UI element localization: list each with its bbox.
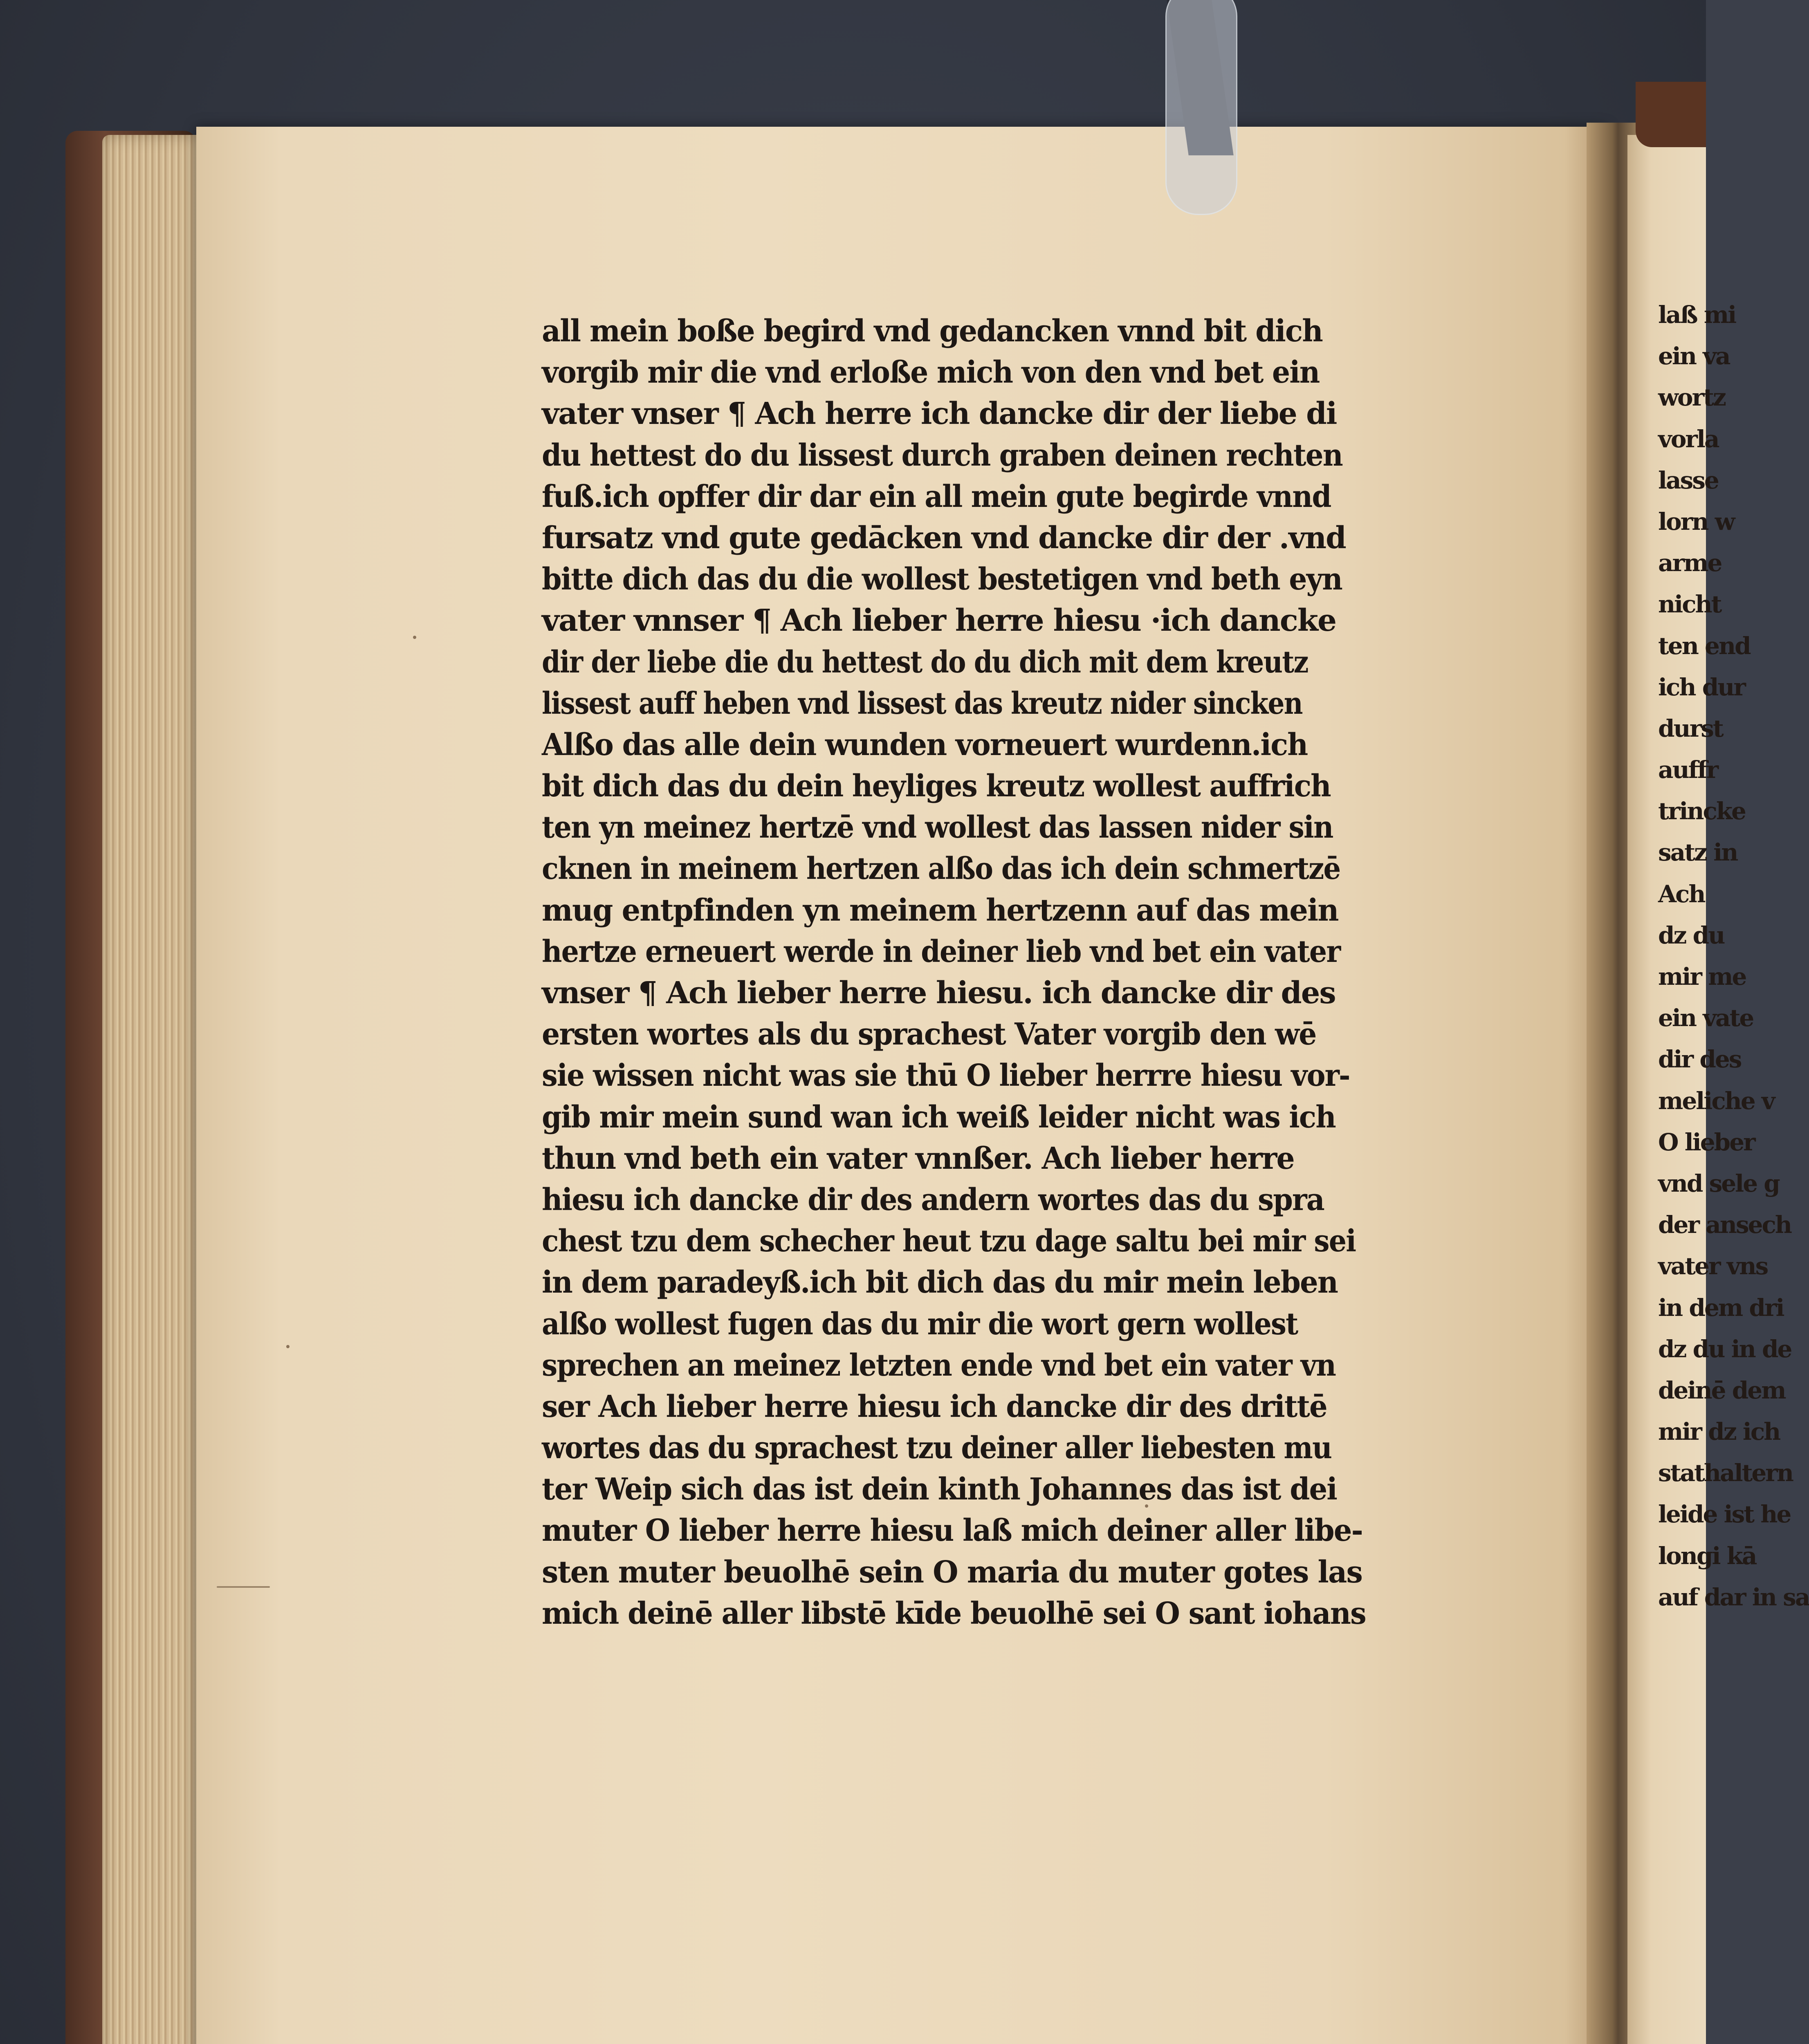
facing-text-line: ten end (1658, 632, 1750, 660)
text-line: ersten wortes als du sprachest Vater vorgib den wē (542, 1017, 1316, 1052)
facing-text-line: ich dur (1658, 673, 1745, 701)
facing-text-line: lasse (1658, 466, 1718, 494)
facing-text-line: leide ist he (1658, 1500, 1791, 1529)
page-edges (102, 135, 200, 2044)
paper-mark (217, 1586, 270, 1588)
text-line: wortes das du sprachest tzu deiner aller liebesten mu (542, 1430, 1332, 1466)
text-line: gib mir mein sund wan ich weiß leider nicht was ich (542, 1099, 1335, 1135)
text-line: muter O lieber herre hiesu laß mich deiner aller libe- (542, 1513, 1362, 1549)
text-line: all mein boße begird vnd gedancken vnnd bit dich (542, 314, 1323, 349)
page-clip-top (1165, 0, 1237, 215)
text-line: lissest auff heben vnd lissest das kreutz nider sincken (542, 686, 1302, 721)
text-line: bitte dich das du die wollest bestetigen vnd beth eyn (542, 562, 1342, 597)
facing-text-line: vnd sele g (1658, 1169, 1779, 1197)
paper-speck (413, 636, 416, 639)
facing-text-line: Ach (1658, 880, 1705, 908)
text-line: fursatz vnd gute gedācken vnd dancke dir der .vnd (542, 520, 1346, 556)
text-line: ter Weip sich das ist dein kinth Johannes das ist dei (542, 1472, 1337, 1507)
text-line: fuß.ich opffer dir dar ein all mein gute begirde vnnd (542, 479, 1331, 514)
text-line: sie wissen nicht was sie thū O lieber herrre hiesu vor- (542, 1058, 1350, 1094)
facing-text-line: lorn w (1658, 507, 1734, 536)
text-line: vater vnnser ¶ Ach lieber herre hiesu ·ich dancke (542, 603, 1336, 639)
facing-text-line: auf dar in sa (1658, 1583, 1809, 1611)
facing-text-line: longi kā (1658, 1542, 1756, 1570)
paper-speck (286, 1345, 290, 1348)
text-line: thun vnd beth ein vater vnnßer. Ach lieber herre (542, 1141, 1294, 1176)
facing-text-line: satz in (1658, 838, 1737, 867)
facing-page-text (1658, 294, 1809, 1618)
facing-text-line: meliche v (1658, 1087, 1774, 1115)
facing-text-line: stathaltern (1658, 1459, 1793, 1487)
facing-text-line: wortz (1658, 383, 1725, 412)
facing-text-line: vorla (1658, 425, 1719, 453)
text-line: sprechen an meinez letzten ende vnd bet ein vater vn (542, 1347, 1336, 1383)
facing-text-line: vater vns (1658, 1252, 1768, 1280)
facing-text-line: auffr (1658, 756, 1718, 784)
text-line: mich deinē aller libstē kīde beuolhē sei O sant iohans (542, 1596, 1366, 1631)
text-line: alßo wollest fugen das du mir die wort gern wollest (542, 1306, 1298, 1342)
facing-text-line: dz du (1658, 921, 1724, 949)
facing-text-line: in dem dri (1658, 1293, 1784, 1322)
text-line: dir der liebe die du hettest do du dich mit dem kreutz (542, 644, 1308, 680)
text-line: cknen in meinem hertzen alßo das ich dein schmertzē (542, 851, 1340, 887)
facing-text-line: deinē dem (1658, 1376, 1785, 1404)
facing-text-line: durst (1658, 714, 1723, 742)
text-line: ser Ach lieber herre hiesu ich dancke dir des drittē (542, 1389, 1327, 1424)
text-line: du hettest do du lissest durch graben deinen rechten (542, 437, 1342, 473)
facing-text-line: dir des (1658, 1045, 1741, 1074)
facing-text-line: laß mi (1658, 301, 1736, 329)
facing-text-line: mir me (1658, 963, 1746, 991)
text-line: ten yn meinez hertzē vnd wollest das lassen nider sin (542, 810, 1333, 845)
text-line: bit dich das du dein heyliges kreutz wollest auffrich (542, 769, 1331, 804)
facing-text-line: der ansech (1658, 1211, 1791, 1239)
facing-text-line: mir dz ich (1658, 1418, 1780, 1446)
book-binding-right (1636, 82, 1706, 147)
text-line: mug entpfinden yn meinem hertzenn auf das mein (542, 892, 1338, 928)
facing-text-line: O lieber (1658, 1128, 1755, 1156)
text-line: in dem paradeyß.ich bit dich das du mir mein leben (542, 1265, 1338, 1300)
text-line: sten muter beuolhē sein O maria du muter gotes las (542, 1554, 1362, 1590)
text-line: vater vnser ¶ Ach herre ich dancke dir der liebe di (542, 396, 1337, 432)
text-line: chest tzu dem schecher heut tzu dage saltu bei mir sei (542, 1224, 1356, 1259)
facing-text-line: dz du in de (1658, 1335, 1791, 1363)
facing-text-line: nicht (1658, 590, 1721, 619)
text-line: hertze erneuert werde in deiner lieb vnd bet ein vater (542, 934, 1340, 969)
text-line: Alßo das alle dein wunden vorneuert wurdenn.ich (542, 727, 1308, 762)
page-text (542, 311, 1458, 1634)
facing-text-line: trincke (1658, 797, 1745, 825)
text-line: vorgib mir die vnd erloße mich von den vnd bet ein (542, 355, 1320, 390)
facing-text-line: ein va (1658, 342, 1730, 370)
facing-text-line: arme (1658, 549, 1721, 577)
text-line: hiesu ich dancke dir des andern wortes das du spra (542, 1182, 1324, 1217)
facing-text-line: ein vate (1658, 1004, 1753, 1032)
text-line: vnser ¶ Ach lieber herre hiesu. ich dancke dir des (542, 975, 1335, 1011)
